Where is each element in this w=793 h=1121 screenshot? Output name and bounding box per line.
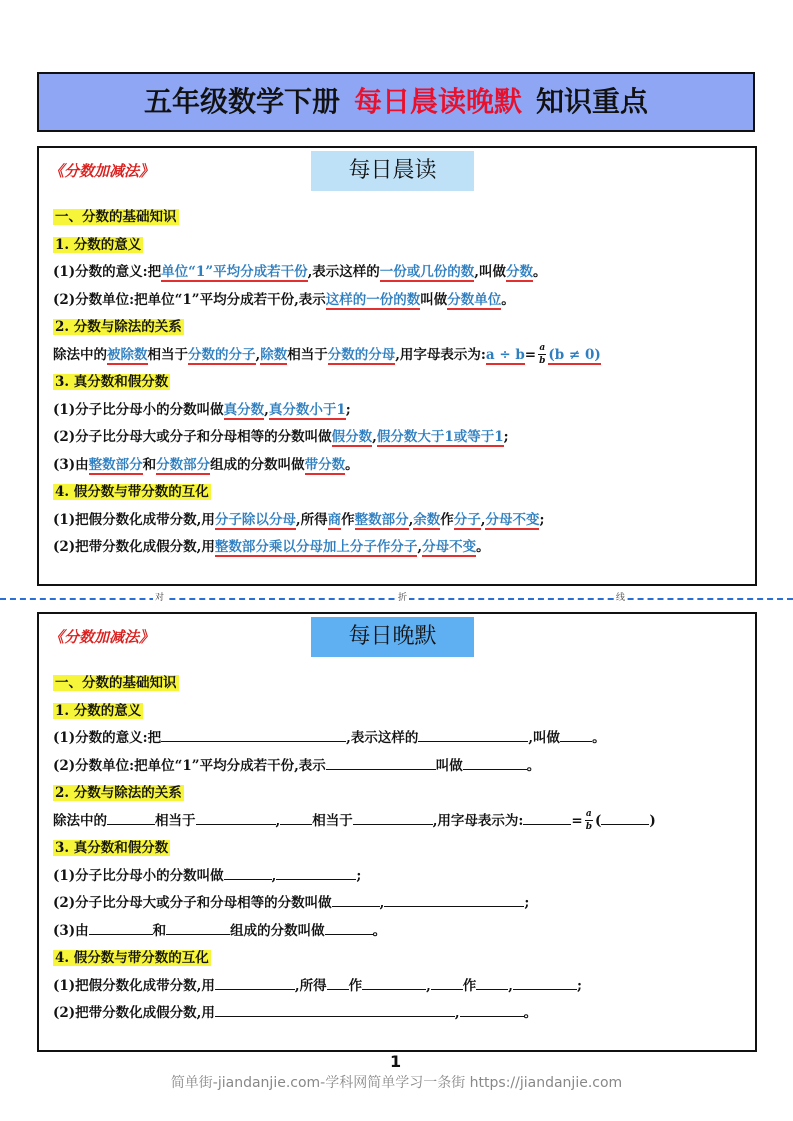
text: (1)把假分数化成带分数,用	[53, 977, 215, 994]
text: ,用字母表示为:	[432, 812, 524, 829]
text: 4. 假分数与带分数的互化	[55, 484, 209, 500]
text: 一、分数的基础知识	[55, 675, 177, 691]
text: =	[571, 812, 583, 829]
text: 除法中的	[53, 812, 107, 829]
answer-blank[interactable]	[332, 892, 380, 907]
section-heading	[53, 670, 745, 698]
text: 作	[341, 511, 355, 528]
content-line	[53, 753, 745, 781]
fold-label-2: 折	[398, 593, 408, 603]
answer-text: 分数的分子	[188, 346, 256, 363]
answer-blank[interactable]	[276, 865, 356, 880]
page-number: 1	[390, 1052, 402, 1071]
answer-blank[interactable]	[513, 975, 577, 990]
text: (2)分数单位:把单位“1”平均分成若干份,表示	[53, 757, 326, 774]
text: 。	[523, 1005, 538, 1021]
text: ,	[454, 1005, 460, 1021]
text: (1)分子比分母小的分数叫做	[53, 867, 224, 884]
text: 组成的分数叫做	[230, 922, 325, 939]
section-heading	[53, 314, 745, 342]
heading-highlight	[53, 209, 179, 225]
content-line	[53, 424, 745, 452]
content-line	[53, 342, 745, 370]
answer-blank[interactable]	[325, 920, 373, 935]
text: ,叫做	[474, 264, 506, 280]
text: 。	[345, 456, 359, 473]
answer-text: 真分数	[223, 401, 265, 418]
text: (1)把假分数化成带分数,用	[53, 511, 215, 528]
content-line	[53, 808, 745, 836]
text: 相当于	[155, 812, 196, 829]
text: 作	[462, 977, 477, 994]
text: ,	[379, 895, 385, 911]
content-line	[53, 863, 745, 891]
answer-blank[interactable]	[196, 810, 276, 825]
answer-blank[interactable]	[362, 975, 426, 990]
text: 。	[592, 730, 606, 746]
answer-blank[interactable]	[460, 1002, 524, 1017]
text: (3)由	[53, 456, 89, 473]
heading-highlight	[53, 374, 170, 390]
answer-blank[interactable]	[463, 755, 527, 770]
answer-text: a ÷ b	[485, 346, 525, 363]
text: 和	[142, 456, 157, 473]
section-heading	[53, 369, 745, 397]
heading-highlight	[53, 840, 170, 856]
text: ,所得	[294, 977, 327, 994]
answer-text: 商	[327, 511, 342, 528]
answer-blank[interactable]	[327, 975, 349, 990]
answer-text: 整数部分	[354, 511, 409, 528]
section-header: 每日晚默	[311, 617, 474, 657]
title-part1: 五年级数学下册	[143, 85, 340, 118]
text: (1)分数的意义:把	[53, 264, 162, 280]
text: 除法中的	[53, 346, 107, 363]
text: ,	[480, 511, 486, 528]
text: 1. 分数的意义	[55, 236, 142, 253]
heading-highlight	[53, 319, 184, 335]
answer-blank[interactable]	[601, 810, 649, 825]
section-header: 每日晨读	[311, 151, 474, 191]
unit-tag: 《分数加减法》	[49, 628, 155, 646]
text: 。	[476, 539, 490, 555]
title-highlight: 每日晨读晚默	[353, 85, 522, 118]
answer-text: 分母不变	[485, 511, 540, 528]
text: 2. 分数与除法的关系	[55, 785, 182, 801]
text: (2)把带分数化成假分数,用	[53, 1005, 215, 1021]
answer-text: 整数部分乘以分母加上分子作分子	[214, 539, 418, 555]
answer-text: 一份或几份的数	[379, 264, 475, 280]
text: ,表示这样的	[346, 730, 419, 746]
answer-text: 真分数小于1	[268, 401, 346, 418]
text: ,	[408, 511, 414, 528]
answer-blank[interactable]	[418, 727, 528, 742]
heading-highlight	[53, 703, 143, 719]
text: (2)分数单位:把单位“1”平均分成若干份,表示	[53, 291, 326, 308]
text: ,	[275, 812, 281, 829]
text: =	[524, 346, 537, 363]
content-lines	[53, 204, 745, 562]
section-heading	[53, 835, 745, 863]
text: ;	[576, 977, 582, 994]
text: ;	[356, 867, 362, 884]
content-line	[53, 287, 745, 315]
text: 叫做	[435, 757, 463, 774]
text: 作	[348, 977, 363, 994]
answer-text: (b ≠ 0)	[548, 346, 601, 363]
section-heading	[53, 232, 745, 260]
content-line	[53, 507, 745, 535]
section-heading	[53, 479, 745, 507]
text: ;	[345, 401, 351, 418]
text: (	[595, 812, 602, 829]
text: 作	[440, 511, 454, 528]
text: 叫做	[420, 291, 448, 308]
heading-highlight	[53, 675, 179, 691]
content-line	[53, 890, 745, 918]
heading-highlight	[53, 237, 143, 253]
answer-blank[interactable]	[166, 920, 230, 935]
answer-blank[interactable]	[476, 975, 508, 990]
answer-blank[interactable]	[89, 920, 153, 935]
section-heading	[53, 204, 745, 232]
text: ,	[271, 867, 277, 884]
heading-highlight	[53, 950, 211, 966]
text: ,用字母表示为:	[395, 346, 486, 363]
text: ,叫做	[528, 730, 561, 746]
answer-blank[interactable]	[384, 892, 524, 907]
answer-blank[interactable]	[353, 810, 433, 825]
fraction	[538, 343, 546, 367]
answer-text: 分数部分	[156, 456, 211, 473]
unit-tag: 《分数加减法》	[49, 162, 155, 180]
text: ,	[264, 401, 269, 418]
section-heading	[53, 780, 745, 808]
text: 2. 分数与除法的关系	[55, 319, 182, 335]
text: (2)分子比分母大或分子和分母相等的分数叫做	[53, 895, 332, 911]
content-line	[53, 259, 745, 287]
text: 3. 真分数和假分数	[55, 840, 169, 856]
text: 相当于	[147, 346, 188, 363]
numerator: a	[539, 343, 546, 353]
answer-text: 分数单位	[447, 291, 502, 308]
answer-text: 单位“1”平均分成若干份	[161, 264, 308, 280]
text: 。	[372, 922, 387, 939]
answer-blank[interactable]	[215, 975, 295, 990]
denominator: b	[585, 822, 592, 832]
answer-blank[interactable]	[523, 810, 571, 825]
section-heading	[53, 698, 745, 726]
answer-text: 余数	[413, 511, 441, 528]
text: 4. 假分数与带分数的互化	[55, 950, 209, 966]
text: 组成的分数叫做	[210, 456, 305, 473]
title-part3: 知识重点	[536, 85, 649, 118]
heading-highlight	[53, 484, 211, 500]
content-line	[53, 452, 745, 480]
text: ;	[503, 429, 509, 445]
answer-blank[interactable]	[215, 1002, 455, 1017]
text: (3)由	[53, 922, 89, 939]
text: 3. 真分数和假分数	[55, 374, 169, 390]
text: (2)分子比分母大或分子和分母相等的分数叫做	[53, 429, 332, 445]
text: ,	[426, 977, 431, 994]
text: 相当于	[312, 812, 353, 829]
answer-text: 假分数大于1或等于1	[376, 429, 504, 445]
text: ,	[417, 539, 423, 555]
answer-blank[interactable]	[224, 865, 272, 880]
text: ,	[372, 429, 377, 445]
section-heading	[53, 945, 745, 973]
answer-text: 假分数	[331, 429, 373, 445]
fraction	[585, 809, 593, 833]
text: ,所得	[295, 511, 328, 528]
text: ;	[524, 895, 530, 911]
answer-blank[interactable]	[107, 810, 155, 825]
answer-text: 被除数	[107, 346, 148, 363]
numerator: a	[585, 809, 592, 819]
heading-highlight	[53, 785, 184, 801]
fold-label-1: 对	[155, 593, 165, 603]
content-line	[53, 725, 745, 753]
answer-text: 这样的一份的数	[325, 291, 421, 308]
text: 。	[533, 264, 547, 280]
content-line	[53, 397, 745, 425]
denominator: b	[539, 356, 546, 366]
text: ,表示这样的	[307, 264, 380, 280]
text: ,	[255, 346, 261, 363]
fold-label-3: 线	[616, 593, 626, 603]
answer-text: 分母不变	[422, 539, 477, 555]
content-line	[53, 973, 745, 1001]
answer-text: 分子	[453, 511, 481, 528]
text: 。	[501, 291, 515, 308]
content-line	[53, 918, 745, 946]
answer-blank[interactable]	[326, 755, 436, 770]
answer-text: 分子除以分母	[214, 511, 296, 528]
text: (1)分子比分母小的分数叫做	[53, 401, 224, 418]
footer-watermark: 简单街-jiandanjie.com-学科网简单学习一条街 https://jiandanjie.com	[170, 1075, 623, 1091]
evening-recite-section	[37, 612, 757, 1052]
answer-blank[interactable]	[161, 727, 346, 742]
text: (1)分数的意义:把	[53, 730, 162, 746]
answer-blank[interactable]	[431, 975, 463, 990]
content-line	[53, 534, 745, 562]
content-line	[53, 1000, 745, 1028]
answer-text: 分数	[506, 264, 533, 280]
page-title	[37, 72, 755, 132]
text: 1. 分数的意义	[55, 702, 142, 719]
text: (2)把带分数化成假分数,用	[53, 539, 215, 555]
text: 。	[526, 757, 541, 774]
content-lines	[53, 670, 745, 1028]
answer-text: 分数的分母	[327, 346, 396, 363]
text: ;	[539, 511, 545, 528]
text: 和	[152, 922, 167, 939]
morning-reading-section	[37, 146, 757, 586]
answer-text: 带分数	[304, 456, 346, 473]
text: 一、分数的基础知识	[55, 209, 177, 225]
answer-blank[interactable]	[560, 727, 592, 742]
answer-text: 整数部分	[88, 456, 143, 473]
text: 相当于	[287, 346, 328, 363]
text: )	[649, 812, 656, 829]
text: ,	[508, 977, 513, 994]
answer-text: 除数	[260, 346, 288, 363]
answer-blank[interactable]	[280, 810, 312, 825]
